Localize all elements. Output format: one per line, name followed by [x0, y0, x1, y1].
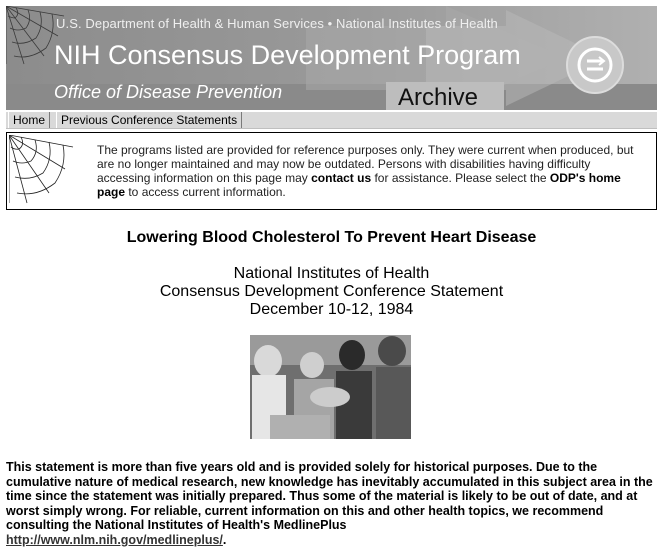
statement-type: Consensus Development Conference Statement — [159, 283, 504, 300]
conference-date: December 10-12, 1984 — [249, 301, 414, 318]
notice-text — [97, 143, 645, 199]
people-photo-icon — [250, 335, 411, 439]
archive-notice-box — [6, 132, 657, 210]
nih-circle-logo-icon — [566, 36, 624, 94]
conference-photo — [250, 335, 411, 439]
historical-suffix: . — [222, 532, 227, 547]
nav-home-link[interactable]: Home — [8, 112, 50, 128]
notice-text-part-3: to access current information. — [125, 185, 286, 199]
historical-disclaimer — [6, 460, 658, 548]
historical-text: This statement is more than five years old and is provided solely for historical purposes. Due to the cumulative nature of medical research, new knowledge has inevitably accumulated in this subject area in the time since the statement was initially prepared. Thus some of the material is likely to be out of date, and at worst simply wrong. For reliable, current information on this and other health topics, we recommend consulting the National Institutes of Health's MedlinePlus — [6, 460, 653, 533]
notice-text-part-2: for assistance. Please select the — [371, 171, 550, 185]
contact-us-link[interactable]: contact us — [311, 171, 372, 185]
office-name: Office of Disease Prevention — [54, 82, 283, 102]
header-banner — [6, 6, 657, 110]
notice-text-part-1: The programs listed are provided for reference purposes only. They were current when produced, but are no longer maintained and may now be outdated. Persons with disabilities having difficulty accessing information on this page may — [97, 143, 634, 185]
nav-previous-statements-link[interactable]: Previous Conference Statements — [56, 112, 242, 128]
odp-home-page-link[interactable]: ODP's home page — [97, 171, 621, 199]
department-text: U.S. Department of Health & Human Services • National Institutes of Health — [56, 16, 498, 31]
statement-title: Lowering Blood Cholesterol To Prevent Heart Disease — [126, 229, 537, 246]
spider-web-icon — [9, 135, 75, 205]
org-name: National Institutes of Health — [233, 265, 430, 282]
medlineplus-link[interactable]: http://www.nlm.nih.gov/medlineplus/ — [6, 532, 223, 547]
nav-bar — [6, 112, 657, 129]
program-title: NIH Consensus Development Program — [54, 40, 521, 70]
archive-label: Archive — [398, 84, 479, 110]
